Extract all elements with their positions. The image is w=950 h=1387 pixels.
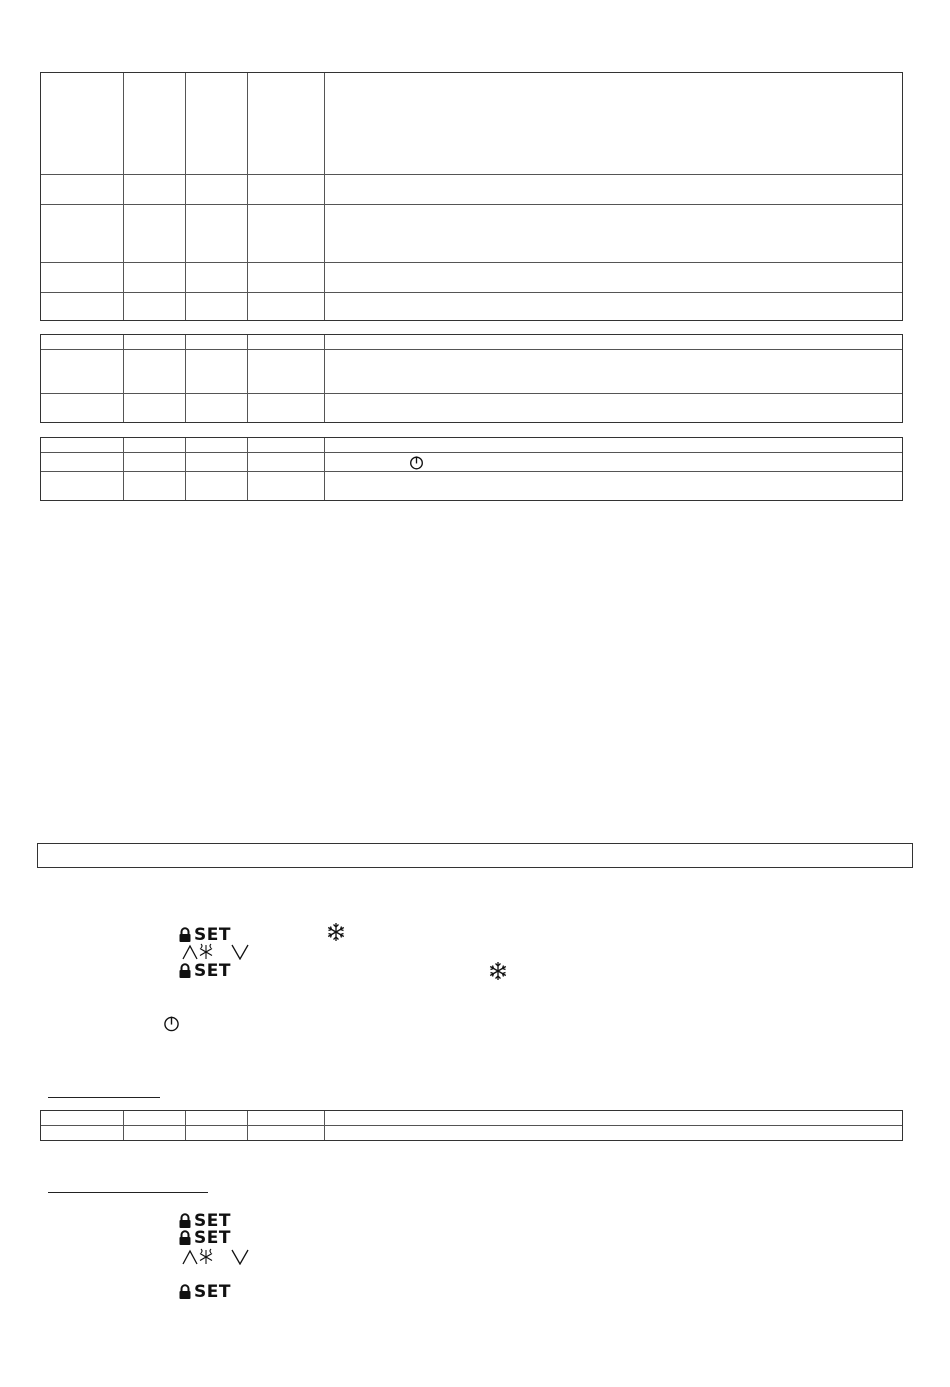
table-row [41,472,902,500]
table-row [41,350,902,394]
parameter-table-1 [40,72,903,321]
set-key-label: SET [194,1282,231,1302]
section-heading-underline [48,1097,160,1098]
snowflake-icon [326,922,346,942]
table-row [41,394,902,422]
standby-power-icon [163,1015,180,1032]
table-row [41,1126,902,1140]
parameter-table-4 [40,1110,903,1141]
up-arrow-defrost-icon [182,1248,218,1266]
section-heading-box [37,843,913,868]
lock-icon [178,927,192,943]
set-key [178,1230,231,1246]
table-row [41,205,902,263]
table-row [41,263,902,293]
snowflake-icon [488,961,508,981]
table-header-row [41,1111,902,1126]
lock-icon [178,1230,192,1246]
table-row [41,293,902,320]
table-header-row [41,335,902,350]
set-key-label: SET [194,1228,231,1248]
down-arrow-icon [231,944,249,960]
set-key [178,963,231,979]
set-key [178,927,231,943]
parameter-table-2 [40,334,903,423]
lock-icon [178,1213,192,1229]
table-row [41,175,902,205]
standby-power-icon [409,455,424,470]
up-arrow-defrost-icon [182,943,218,961]
lock-icon [178,963,192,979]
parameter-table-3 [40,437,903,501]
down-arrow-icon [231,1249,249,1265]
set-key-label: SET [194,961,231,981]
set-key [178,1213,231,1229]
section-heading-underline [48,1192,208,1193]
table-header-row [41,438,902,453]
table-row [41,73,902,175]
lock-icon [178,1284,192,1300]
table-row [41,453,902,472]
set-key-label: SET [194,1211,231,1231]
set-key [178,1284,231,1300]
set-key-label: SET [194,925,231,945]
